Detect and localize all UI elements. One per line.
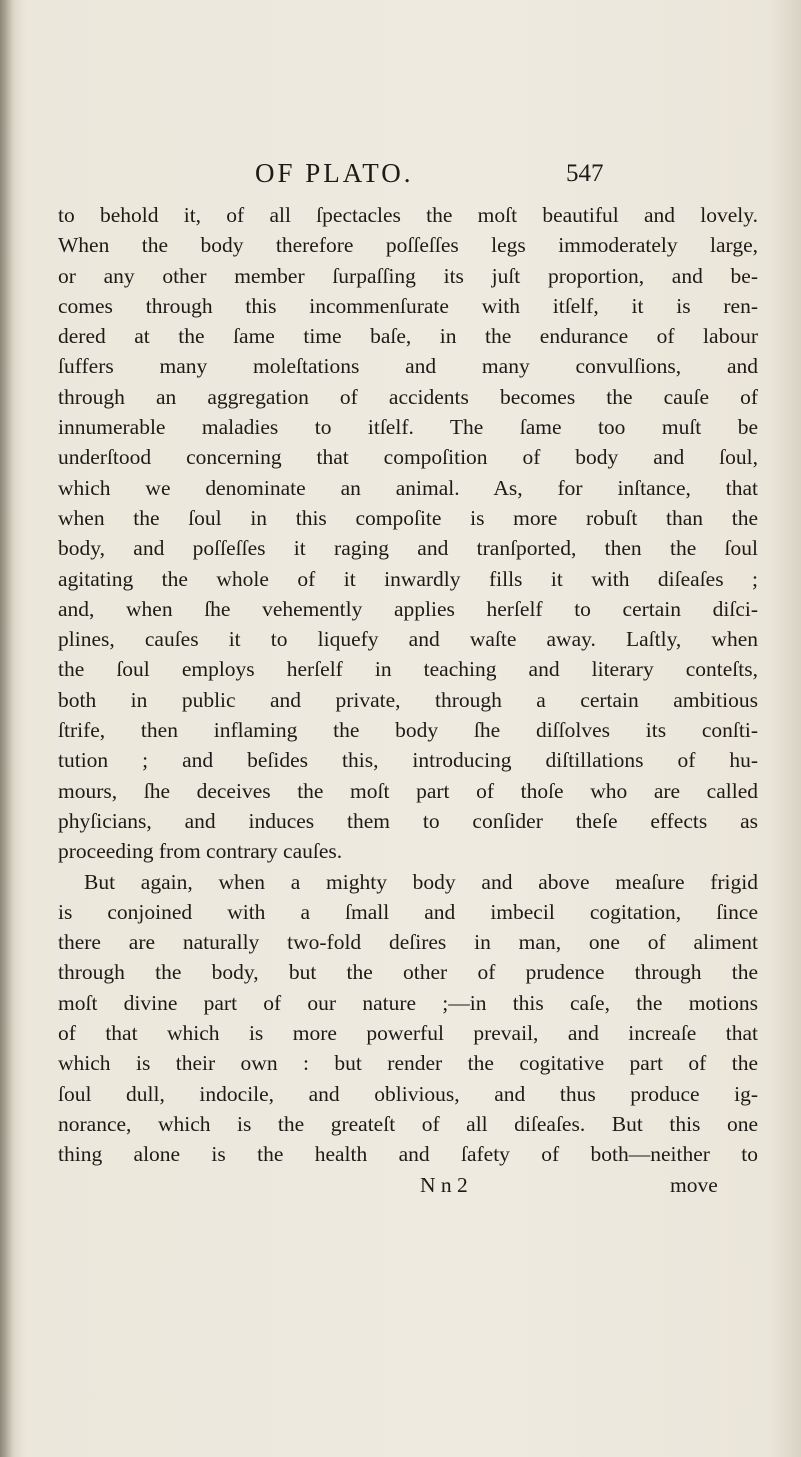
text-line: to behold it, of all ſpectacles the moſt beautiful and lovely.: [58, 203, 758, 227]
text-line: plines, cauſes it to liquefy and waſte away. Laſtly, when: [58, 627, 758, 652]
text-line: ſuffers many moleſtations and many convulſions, and: [58, 354, 758, 379]
text-line: the ſoul employs herſelf in teaching and literary conteſts,: [58, 657, 758, 682]
body-text: [58, 200, 758, 1200]
paragraph-start-line: But again, when a mighty body and above meaſure frigid: [84, 869, 758, 894]
text-line: and, when ſhe vehemently applies herſelf to certain diſci-: [58, 596, 758, 621]
running-head-title: OF PLATO.: [255, 158, 414, 188]
text-line: moſt divine part of our nature ;—in this caſe, the motions: [58, 990, 758, 1015]
gutter-shadow: [0, 0, 14, 1457]
text-line: norance, which is the greateſt of all diſeaſes. But this one: [58, 1111, 758, 1136]
text-line: agitating the whole of it inwardly fills it with diſeaſes ;: [58, 566, 758, 591]
text-line: ſoul dull, indocile, and oblivious, and thus produce ig-: [58, 1081, 758, 1106]
text-line: tution ; and beſides this, introducing diſtillations of hu-: [58, 748, 758, 773]
text-line: mours, ſhe deceives the moſt part of thoſe who are called: [58, 778, 758, 803]
text-line: dered at the ſame time baſe, in the endurance of labour: [58, 324, 758, 349]
text-line: of that which is more powerful prevail, and increaſe that: [58, 1021, 758, 1046]
text-line: which is their own : but render the cogitative part of the: [58, 1051, 758, 1076]
signature-mark: N n 2: [420, 1172, 468, 1197]
text-line: body, and poſſeſſes it raging and tranſported, then the ſoul: [58, 536, 758, 561]
text-line: phyſicians, and induces them to conſider theſe effects as: [58, 808, 758, 833]
catchword: move: [670, 1172, 718, 1197]
text-line: or any other member ſurpaſſing its juſt proportion, and be-: [58, 263, 758, 288]
text-line: underſtood concerning that compoſition of body and ſoul,: [58, 445, 758, 470]
text-line: thing alone is the health and ſafety of both—neither to: [58, 1142, 758, 1167]
text-line: innumerable maladies to itſelf. The ſame too muſt be: [58, 415, 758, 440]
text-line: through an aggregation of accidents becomes the cauſe of: [58, 384, 758, 409]
page-number: 547: [566, 160, 604, 187]
text-line: ſtrife, then inflaming the body ſhe diſſolves its conſti-: [58, 718, 758, 743]
text-line: both in public and private, through a certain ambitious: [58, 687, 758, 712]
paragraph-end-line: proceeding from contrary cauſes.: [58, 839, 343, 864]
text-line: there are naturally two-fold deſires in man, one of aliment: [58, 930, 758, 955]
text-line: through the body, but the other of prudence through the: [58, 960, 758, 985]
footer-line: [58, 1170, 758, 1200]
text-line: When the body therefore poſſeſſes legs immoderately large,: [58, 233, 758, 258]
text-line: when the ſoul in this compoſite is more robuſt than the: [58, 505, 758, 530]
text-line: comes through this incommenſurate with itſelf, it is ren-: [58, 293, 758, 318]
text-line: which we denominate an animal. As, for inſtance, that: [58, 475, 758, 500]
text-line: is conjoined with a ſmall and imbecil cogitation, ſince: [58, 899, 758, 924]
